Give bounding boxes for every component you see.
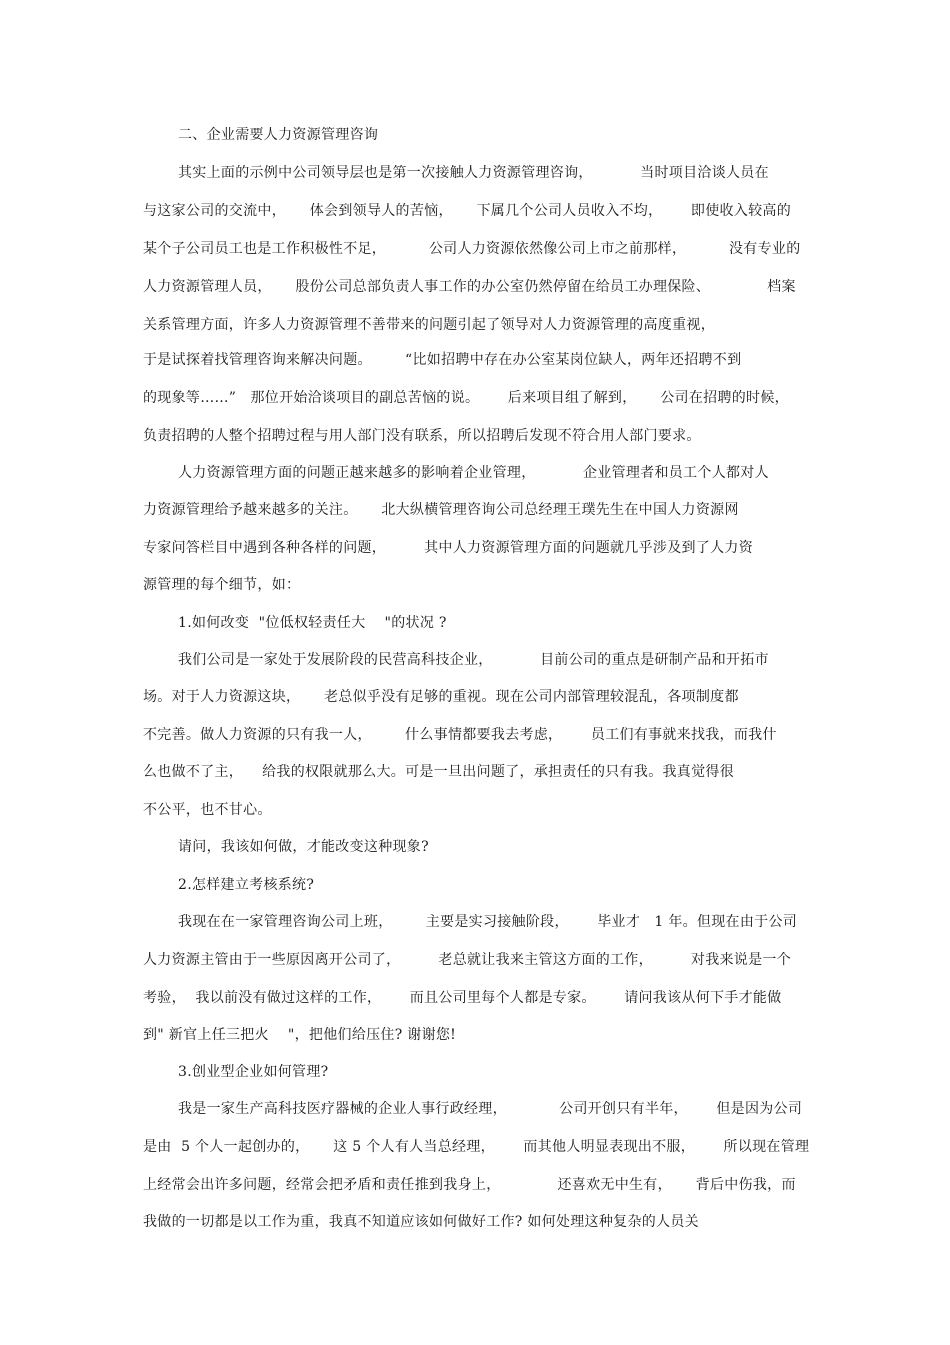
paragraph-line: 场。对于人力资源这块， 老总似乎没有足够的重视。现在公司内部管理较混乱，各项制度都 bbox=[143, 689, 739, 705]
paragraph-line: 人力资源管理人员， 股份公司总部负责人事工作的办公室仍然停留在给员工办理保险、 档案 bbox=[143, 279, 796, 295]
paragraph-line: 的现象等……” 那位开始洽谈项目的副总苦恼的说。 后来项目组了解到， 公司在招聘的时候， bbox=[143, 390, 789, 406]
paragraph-line: 是由 5 个人一起创办的， 这 5 个人有人当总经理， 而其他人明显表现出不服， 所以现在管理 bbox=[143, 1139, 810, 1155]
paragraph-line: 考验， 我以前没有做过这样的工作， 而且公司里每个人都是专家。 请问我该从何下手才能做 bbox=[143, 990, 782, 1006]
paragraph-line: 人力资源主管由于一些原因离开公司了， 老总就让我来主管这方面的工作， 对我来说是一个 bbox=[143, 952, 791, 968]
paragraph-line: 人力资源管理方面的问题正越来越多的影响着企业管理， 企业管理者和员工个人都对人 bbox=[178, 465, 769, 481]
paragraph-line: 力资源管理给予越来越多的关注。 北大纵横管理咨询公司总经理王璞先生在中国人力资源网 bbox=[143, 502, 739, 518]
paragraph-line: 我是一家生产高科技医疗器械的企业人事行政经理， 公司开创只有半年， 但是因为公司 bbox=[178, 1101, 803, 1117]
paragraph-line: 上经常会出许多问题，经常会把矛盾和责任推到我身上， 还喜欢无中生有， 背后中伤我，而 bbox=[143, 1177, 796, 1193]
question-heading-2: 2.怎样建立考核系统? bbox=[178, 877, 315, 893]
question-heading-3: 3.创业型企业如何管理? bbox=[178, 1064, 329, 1080]
paragraph-line: 其实上面的示例中公司领导层也是第一次接触人力资源管理咨询， 当时项目洽谈人员在 bbox=[178, 165, 769, 181]
paragraph-line: 么也做不了主， 给我的权限就那么大。可是一旦出问题了，承担责任的只有我。我真觉得很 bbox=[143, 764, 734, 780]
paragraph-line: 我们公司是一家处于发展阶段的民营高科技企业， 目前公司的重点是研制产品和开拓市 bbox=[178, 652, 769, 668]
paragraph-line: 不公平，也不甘心。 bbox=[143, 802, 272, 818]
paragraph-line: 不完善。做人力资源的只有我一人， 什么事情都要我去考虑， 员工们有事就来找我，而我什 bbox=[143, 727, 777, 743]
paragraph-line: 与这家公司的交流中， 体会到领导人的苦恼， 下属几个公司人员收入不均， 即使收入较高的 bbox=[143, 203, 791, 219]
paragraph-line: 关系管理方面，许多人力资源管理不善带来的问题引起了领导对人力资源管理的高度重视， bbox=[143, 317, 715, 333]
paragraph-line: 我做的一切都是以工作为重，我真不知道应该如何做好工作? 如何处理这种复杂的人员关 bbox=[143, 1214, 699, 1230]
paragraph-line: 于是试探着找管理咨询来解决问题。 “比如招聘中存在办公室某岗位缺人，两年还招聘不到 bbox=[143, 352, 742, 368]
paragraph-line: 到" 新官上任三把火 "，把他们给压住? 谢谢您! bbox=[143, 1027, 457, 1043]
paragraph-line: 专家问答栏目中遇到各种各样的问题， 其中人力资源管理方面的问题就几乎涉及到了人力资 bbox=[143, 540, 753, 556]
paragraph-line: 负责招聘的人整个招聘过程与用人部门没有联系，所以招聘后发现不符合用人部门要求。 bbox=[143, 428, 701, 444]
paragraph-line: 请问，我该如何做，才能改变这种现象? bbox=[178, 839, 429, 855]
paragraph-line: 源管理的每个细节，如： bbox=[143, 577, 301, 593]
section-heading: 二、企业需要人力资源管理咨询 bbox=[178, 127, 379, 143]
paragraph-line: 我现在在一家管理咨询公司上班， 主要是实习接触阶段， 毕业才 1 年。但现在由于公司 bbox=[178, 914, 798, 930]
paragraph-line: 某个子公司员工也是工作积极性不足， 公司人力资源依然像公司上市之前那样， 没有专业的 bbox=[143, 241, 801, 257]
question-heading-1: 1.如何改变 "位低权轻责任大 "的状况 ? bbox=[178, 615, 447, 631]
